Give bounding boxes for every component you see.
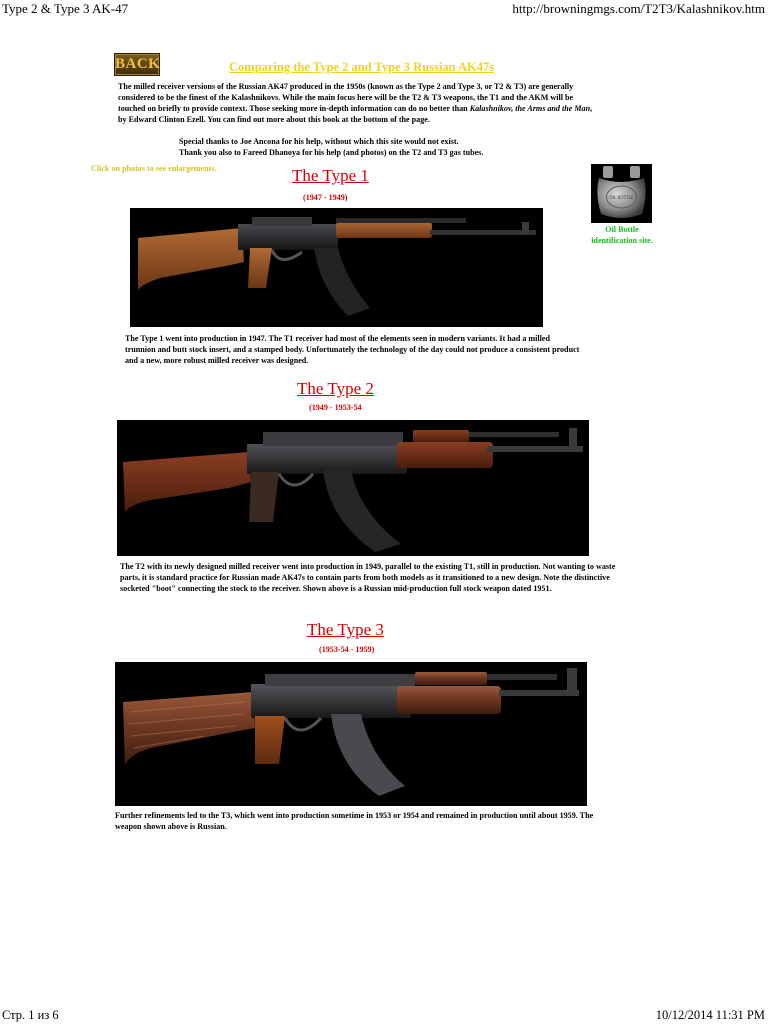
oil-caption-line1: Oil Bottle bbox=[605, 225, 639, 234]
type2-dates: (1949 - 1953-54 bbox=[309, 403, 362, 412]
print-timestamp: 10/12/2014 11:31 PM bbox=[655, 1008, 765, 1022]
type3-rifle-image bbox=[115, 662, 587, 806]
page-counter: Стр. 1 из 6 bbox=[2, 1008, 59, 1022]
oil-bottle-emboss: OIL BOTTLE bbox=[609, 195, 634, 200]
type1-rifle-image bbox=[130, 208, 543, 327]
back-button[interactable]: BACK bbox=[114, 53, 160, 76]
intro-book-title: Kalashnikov, the Arms and the Man bbox=[469, 104, 591, 114]
oil-bottle-image[interactable] bbox=[591, 164, 652, 223]
type1-caption: The Type 1 went into production in 1947. The T1 receiver had most of the elements seen in modern variants. It had a milled trunnion and butt stock insert, and a stamped body. Unfortunately the technology of the day could not produce a consistent product and a new, more robust milled receiver was designed. bbox=[125, 334, 580, 366]
type3-photo[interactable] bbox=[115, 662, 587, 806]
type1-title[interactable]: The Type 1 bbox=[292, 166, 369, 185]
browser-page-title: Type 2 & Type 3 AK-47 bbox=[2, 1, 129, 16]
type2-rifle-image bbox=[117, 420, 589, 556]
intro-text-1: The milled receiver versions of the Russian AK47 produced in the 1950s (known as the Type 2 and Type 3, or T2 & T3) are generally considered to be the finest of the Kalashnikovs. While the main focus here will be the T2 & T3 weapons, the T1 and the AKM will be touched on briefly to provide context. Those seeking more in-depth information can do no better than bbox=[118, 82, 574, 114]
type3-caption: Further refinements led to the T3, which went into production sometime in 1953 or 1954 and remained in production until about 1959. The weapon shown above is Russian. bbox=[115, 811, 594, 832]
thanks-fareed: Thank you also to Fareed Dhanoya for his help (and photos) on the T2 and T3 gas tubes. bbox=[179, 148, 484, 157]
oil-bottle-link[interactable] bbox=[578, 224, 666, 246]
oil-bottle-icon bbox=[591, 164, 652, 223]
type3-title[interactable]: The Type 3 bbox=[307, 620, 384, 639]
enlarge-hint: Click on photos to see enlargements. bbox=[91, 164, 217, 173]
type2-caption: The T2 with its newly designed milled receiver went into production in 1949, parallel to the existing T1, still in production. Not wanting to waste parts, it is standard practice for Russian made AK47s to contain parts from both models as it transitioned to a new design. Note the distinctive socketed "boot" connecting the stock to the receiver. Shown above is a Russian mid-production full stock weapon dated 1951. bbox=[120, 562, 616, 594]
type2-photo[interactable] bbox=[117, 420, 589, 556]
type2-title[interactable]: The Type 2 bbox=[297, 379, 374, 398]
thanks-joe: Special thanks to Joe Ancona for his help, without which this site would not exist. bbox=[179, 137, 459, 146]
type1-photo[interactable] bbox=[130, 208, 543, 327]
type3-dates: (1953-54 - 1959) bbox=[319, 645, 375, 654]
intro-paragraph bbox=[118, 81, 602, 125]
intro-text-2: , by Edward Clinton Ezell. You can find out more about this book at the bottom of the page. bbox=[118, 104, 593, 125]
type1-dates: (1947 - 1949) bbox=[303, 193, 348, 202]
browser-url[interactable]: http://browningmgs.com/T2T3/Kalashnikov.htm bbox=[512, 1, 765, 16]
page-title-link[interactable]: Comparing the Type 2 and Type 3 Russian AK47s bbox=[229, 60, 495, 74]
oil-caption-line2: identification site. bbox=[591, 236, 653, 245]
